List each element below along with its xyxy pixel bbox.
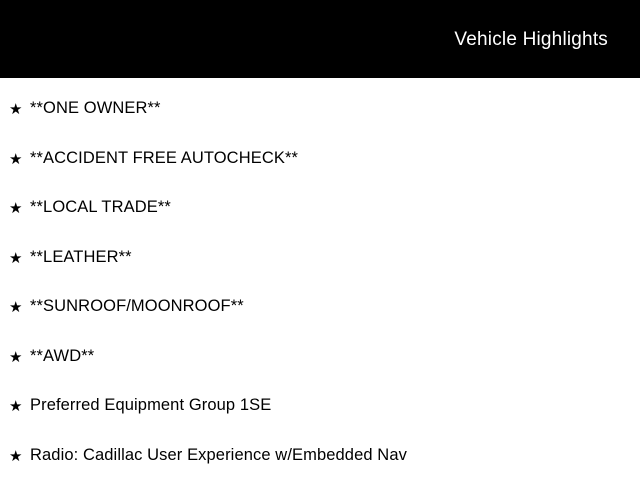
header-bar [0,0,640,78]
vehicle-highlights-list [0,99,640,495]
star-icon: ★ [9,99,30,117]
list-item [0,248,640,298]
list-item [0,149,640,199]
star-icon: ★ [9,347,30,365]
list-item-label: **LOCAL TRADE** [30,198,171,216]
star-icon: ★ [9,446,30,464]
list-item [0,396,640,446]
star-icon: ★ [9,248,30,266]
list-item-label: Radio: Cadillac User Experience w/Embedded Nav [30,446,407,464]
list-top-spacer [0,78,640,99]
list-item-label: Preferred Equipment Group 1SE [30,396,271,414]
star-icon: ★ [9,149,30,167]
list-item-label: **SUNROOF/MOONROOF** [30,297,244,315]
page-title: Vehicle Highlights [454,30,608,49]
list-item [0,446,640,495]
list-item [0,297,640,347]
list-item [0,99,640,149]
list-item-label: **LEATHER** [30,248,132,266]
list-item-label: **AWD** [30,347,94,365]
list-item [0,198,640,248]
star-icon: ★ [9,396,30,414]
list-item [0,347,640,397]
list-item-label: **ACCIDENT FREE AUTOCHECK** [30,149,298,167]
star-icon: ★ [9,198,30,216]
list-item-label: **ONE OWNER** [30,99,161,117]
star-icon: ★ [9,297,30,315]
